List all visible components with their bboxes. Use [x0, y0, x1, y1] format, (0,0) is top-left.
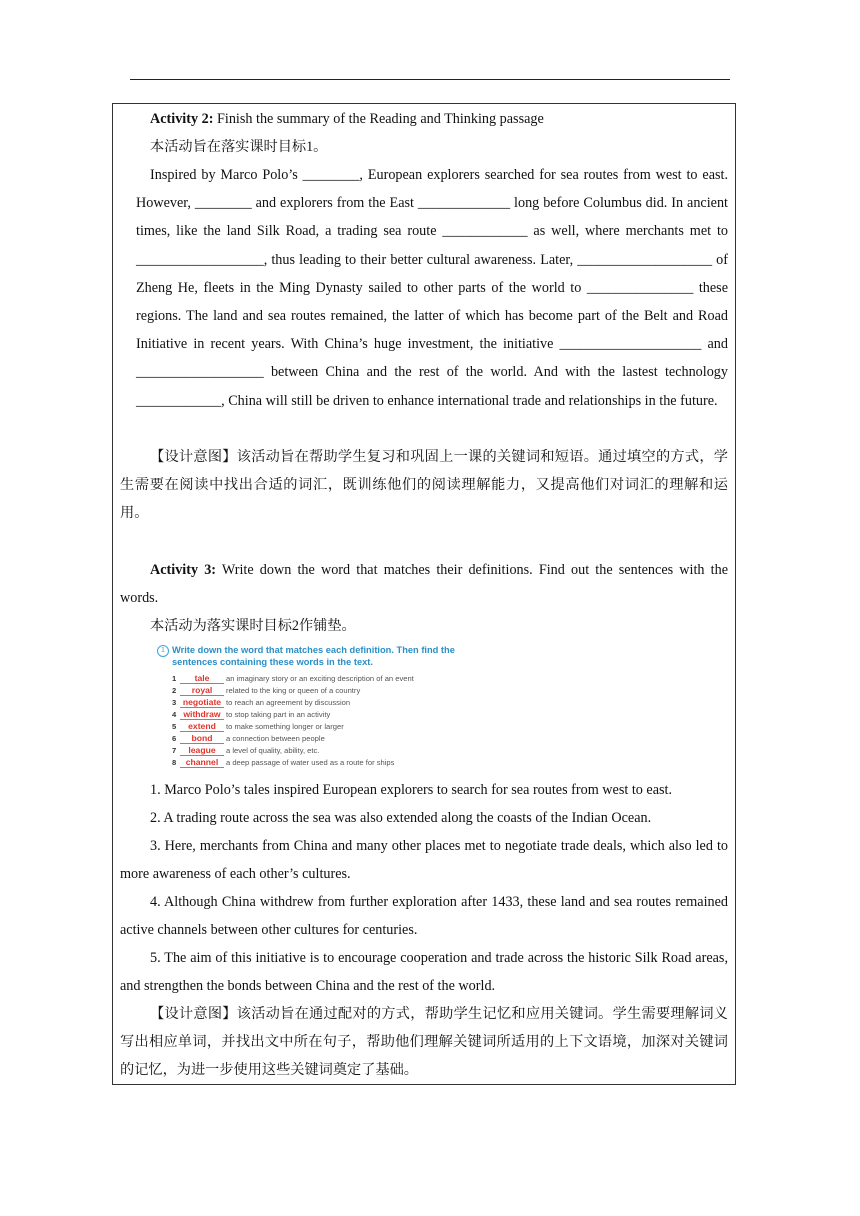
activity3-heading	[120, 556, 728, 612]
figure-item: 3 negotiate to reach an agreement by discussion	[172, 697, 351, 707]
activity2-goal: 本活动旨在落实课时目标1。	[150, 139, 328, 155]
sentence-3: 3. Here, merchants from China and many other places met to negotiate trade deals, which also led to more awareness of each other’s cultures.	[120, 838, 728, 883]
textbook-figure	[150, 642, 500, 772]
figure-item: 8 channel a deep passage of water used as a route for ships	[172, 757, 395, 767]
figure-item: 1 tale an imaginary story or an exciting description of an event	[172, 673, 414, 683]
activity2-title: Finish the summary of the Reading and Thinking passage	[213, 111, 544, 127]
figure-item: 4 withdraw to stop taking part in an activity	[172, 709, 331, 719]
figure-item: 5 extend to make something longer or larger	[172, 721, 344, 731]
sentence-4: 4. Although China withdrew from further exploration after 1433, these land and sea routes remained active channels between other cultures for centuries.	[120, 894, 728, 939]
activity2-design-intent: 【设计意图】该活动旨在帮助学生复习和巩固上一课的关键词和短语。通过填空的方式，学生需要在阅读中找出合适的词汇，既训练他们的阅读理解能力，又提高他们对词汇的理解和运用。	[120, 449, 728, 522]
header-rule	[130, 79, 730, 80]
activity2-passage: Inspired by Marco Polo’s ________, European explorers searched for sea routes from west to east. However, ________ and explorers from the East _____________ long before Columbus did. In ancient times, like the land Silk Road, a trading sea route ____________ as well, where merchants met to __________________, thus leading to their better cultural awareness. Later, ___________________ of Zheng He, fleets in the Ming Dynasty sailed to other parts of the world to _______________ these regions. The land and sea routes remained, the latter of which has become part of the Belt and Road Initiative in recent years. With China’s huge investment, the initiative ____________________ and __________________ between China and the rest of the world. And with the lastest technology ____________, China will still be driven to enhance international trade and relationships in the future.	[136, 167, 728, 409]
activity3-design-intent: 【设计意图】该活动旨在通过配对的方式，帮助学生记忆和应用关键词。学生需要理解词义写出相应单词，并找出文中所在句子，帮助他们理解关键词所适用的上下文语境，加深对关键词的记忆，为进一步使用这些关键词奠定了基础。	[120, 1006, 728, 1079]
figure-item: 7 league a level of quality, ability, etc.	[172, 745, 320, 755]
figure-title: Write down the word that matches each definition. Then find the sentences containing these words in the text.	[172, 645, 455, 667]
sentence-1: 1. Marco Polo’s tales inspired European explorers to search for sea routes from west to east.	[150, 782, 673, 798]
activity2-label: Activity 2:	[150, 111, 214, 127]
figure-item: 6 bond a connection between people	[172, 733, 325, 743]
activity3-goal: 本活动为落实课时目标2作铺垫。	[150, 618, 356, 634]
figure-number: 1	[157, 645, 169, 657]
figure-item: 2 royal related to the king or queen of a country	[172, 685, 361, 695]
sentence-2: 2. A trading route across the sea was also extended along the coasts of the Indian Ocean.	[150, 810, 652, 826]
activity3-label: Activity 3:	[150, 562, 217, 578]
activity2-heading	[150, 105, 544, 133]
activity3-title: Write down the word that matches their definitions. Find out the sentences with the words.	[120, 562, 728, 607]
sentence-5: 5. The aim of this initiative is to encourage cooperation and trade across the historic Silk Road areas, and strengthen the bonds between China and the rest of the world.	[120, 950, 728, 995]
